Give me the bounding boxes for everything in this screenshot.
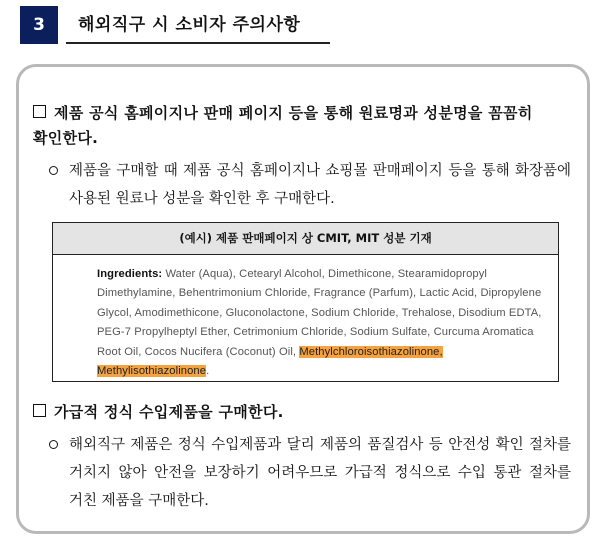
ingredients-end: . <box>206 365 210 378</box>
heading-text: 가급적 정식 수입제품을 구매한다. <box>54 403 284 421</box>
notice-card <box>16 64 590 534</box>
bullet-text: 제품을 구매할 때 제품 공식 홈페이지나 쇼핑몰 판매페이지 등을 통해 화장품에 사용된 원료나 성분을 확인한 후 구매한다. <box>69 163 571 207</box>
ingredients-label: Ingredients: <box>97 268 163 280</box>
circle-bullet-icon <box>49 440 58 449</box>
bullet-check-ingredients <box>49 157 571 213</box>
bullet-text: 해외직구 제품은 정식 수입제품과 달리 제품의 품질검사 등 안전성 확인 절차를 거치지 않아 안전을 보장하기 어려우므로 가급적 정식으로 수입 통관 절차를 거친 제품을 구매한다. <box>69 437 571 509</box>
heading-check-ingredients <box>33 101 573 151</box>
bullet-buy-official-imports <box>49 431 571 515</box>
example-box <box>52 222 559 382</box>
section-number-badge: 3 <box>20 6 58 44</box>
heading-text: 제품 공식 홈페이지나 판매 페이지 등을 통해 원료명과 성분명을 꼼꼼히 확인한다. <box>33 104 533 147</box>
section-title: 해외직구 시 소비자 주의사항 <box>66 6 330 44</box>
circle-bullet-icon <box>49 166 58 175</box>
ingredients-list: Water (Aqua), Cetearyl Alcohol, Dimethicone, Stearamidopropyl Dimethylamine, Behentrimonium Chloride, Fragrance (Parfum), Lactic Acid, Dipropylene Glycol, Amodimethicone, Gluconolactone, Sodium Chloride, Trehalose, Disodium EDTA, PEG-7 Propylheptyl Ether, Cetrimonium Chloride, Sodium Sulfate, Curcuma Aromatica Root Oil, Cocos Nucifera (Coconut) Oil, <box>97 268 542 358</box>
heading-buy-official-imports <box>33 400 573 425</box>
ingredients-text <box>53 255 558 381</box>
highlighted-ingredients: Methylchloroisothiazolinone, Methylisothiazolinone <box>97 345 443 378</box>
square-bullet-icon <box>33 105 46 118</box>
example-title: (예시) 제품 판매페이지 상 CMIT, MIT 성분 기재 <box>53 223 558 255</box>
square-bullet-icon <box>33 404 46 417</box>
